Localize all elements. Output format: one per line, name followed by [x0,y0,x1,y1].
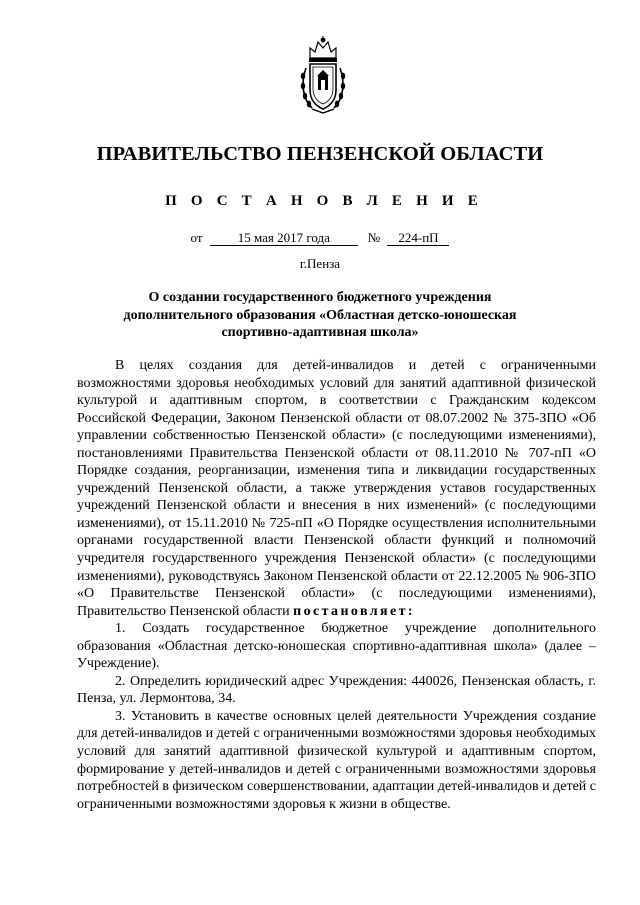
document-type: П О С Т А Н О В Л Е Н И Е [165,193,483,209]
document-number: 224-пП [387,231,449,246]
document-date: 15 мая 2017 года [210,231,358,246]
date-line [0,230,640,246]
preamble-paragraph [77,357,596,620]
title-line: О создании государственного бюджетного учреждения [148,290,492,305]
coat-of-arms-icon [300,36,346,114]
title-line: спортивно-адаптивная школа» [221,325,419,340]
document-body [77,357,596,813]
decree-item: 3. Установить в качестве основных целей деятельности Учреждения создание для детей-инвалидов и детей с ограниченными возможностями здоровья необходимых условий для занятий адаптивной физической культурой и адаптивным спортом, формирование у детей-инвалидов и детей с ограниченными возможностями здоровья потребностей в физическом совершенствовании, адаптации детей-инвалидов и детей с ограниченными возможностями здоровья к жизни в обществе. [77,708,596,812]
title-line: дополнительного образования «Областная детско-юношеская [123,307,517,323]
date-prefix: от [190,230,203,245]
preamble-text: В целях создания для детей-инвалидов и детей с ограниченными возможностями здоровья необходимых условий для занятий адаптивной физической культурой и адаптивным спортом, в соответствии с Гражданским кодексом Российской Федерации, Законом Пензенской области от 08.07.2002 № 375-ЗПО «Об управлении собственностью Пензенской области» (с последующими изменениями), постановлениями Правительства Пензенской области от 08.11.2010 № 707-пП «О Порядке создания, реорганизации, изменения типа и ликвидации государственных учреждений Пензенской области, а также утверждения уставов государственных учреждений Пензенской области и внесения в них изменений» (с последующими изменениями), от 15.11.2010 № 725-пП «О Порядке осуществления исполнительными органами государственной власти Пензенской области функций и полномочий учредителя государственного учреждения Пензенской области» (с последующими изменениями), руководствуясь Законом Пензенской области от 22.12.2005 № 906-ЗПО «О Правительстве Пензенской области» (с последующими изменениями), Правительство Пензенской области [77,358,596,619]
number-prefix: № [367,230,381,245]
decree-item: 2. Определить юридический адрес Учреждения: 440026, Пензенская область, г. Пенза, ул. Лермонтова, 34. [77,673,596,707]
decree-item: 1. Создать государственное бюджетное учреждение дополнительного образования «Областная детско-юношеская спортивно-адаптивная школа» (далее – Учреждение). [77,621,596,672]
document-title [60,289,580,342]
city: г.Пенза [299,256,341,271]
decree-word: постановляет: [293,603,415,619]
government-name: ПРАВИТЕЛЬСТВО ПЕНЗЕНСКОЙ ОБЛАСТИ [96,143,544,165]
